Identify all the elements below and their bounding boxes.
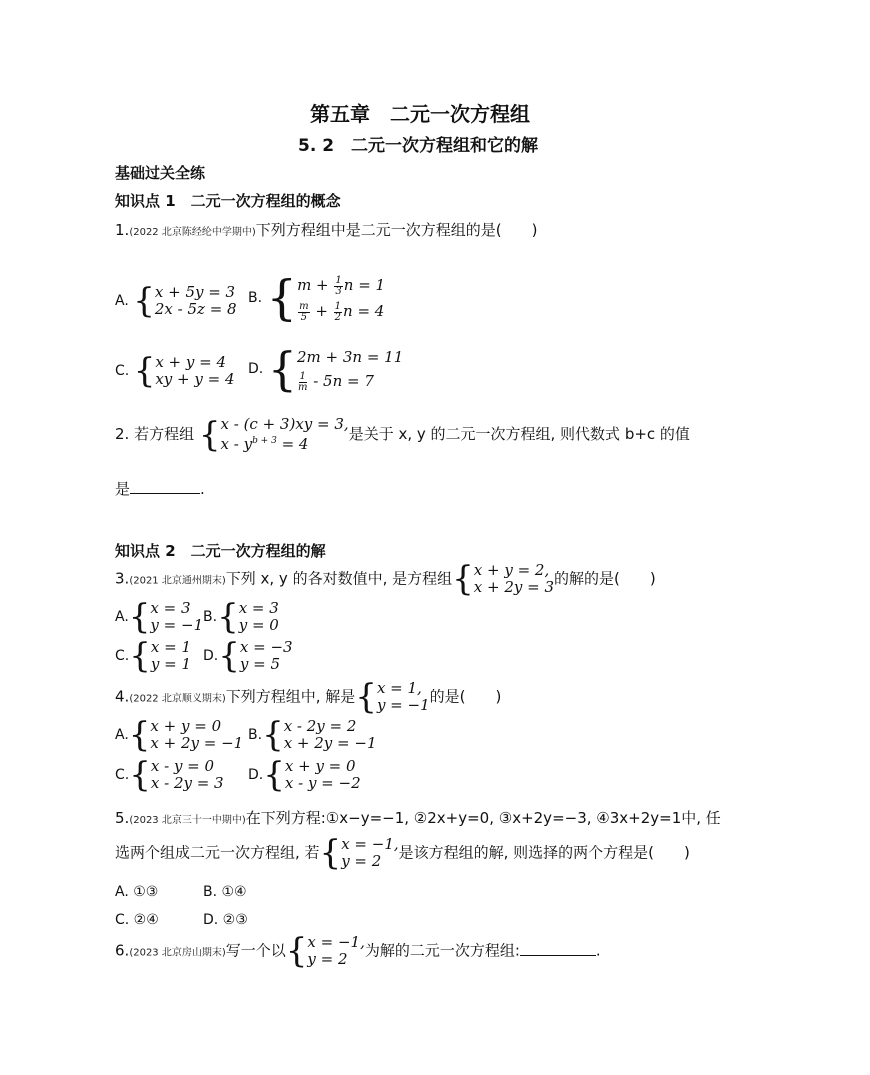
equation-row: x = 1, [376,679,422,697]
question-stem-continued: 的解的是( [554,569,620,588]
brace-icon: { [452,559,474,599]
equation-row: y = 2 [341,852,382,870]
brace-icon: { [128,597,151,637]
equation-row: x + 2y = 3 [473,578,554,596]
question-source: (2022 北京陈经纶中学期中) [129,227,256,238]
option-label: C. [115,363,130,379]
question-stem: 写一个以 [225,941,286,960]
q1-option-a[interactable] [115,281,237,321]
option-label: C. [115,648,130,664]
q3-option-c[interactable] [115,636,191,676]
equation-row: x + 2y = −1 [283,734,377,752]
q3-option-a[interactable] [115,597,204,637]
part-heading: 基础过关全练 [115,164,206,182]
equation-system [133,281,237,321]
equation-row: y = −1 [376,696,430,714]
question-stem-continued: 是关于 x, y 的二元一次方程组, 则代数式 b+c 的值 [348,425,690,443]
fraction: $\frac{1}{m}$ [297,370,308,393]
chapter-title: 第五章 二元一次方程组 [310,102,530,126]
equation-system [267,272,386,324]
option-label: C. [115,767,130,783]
equation-row: x = 3 [150,599,191,617]
q3-option-b[interactable] [203,597,279,637]
equation-system [129,636,191,676]
equation-row: $\frac{1}{m}$ - 5n = 7 [297,370,374,393]
brace-icon: { [133,281,155,321]
equation-system [262,715,377,755]
equation-row: x - y = 0 [150,757,215,775]
question-number: 4. [115,687,130,706]
brace-icon: { [129,755,151,795]
q4-option-b[interactable] [248,715,377,755]
question-stem: 在下列方程:①x−y=−1, ②2x+y=0, ③x+2y=−3, ④3x+2y=1中, 任 [245,809,721,827]
question-3 [115,559,656,599]
brace-icon: { [266,270,298,326]
equation-row: x = −1, [341,835,399,853]
question-number: 3. [115,569,130,588]
question-stem-continued: 为解的二元一次方程组: [364,941,520,960]
equation-row: y = 5 [239,655,280,673]
question-stem: 下列 x, y 的各对数值中, 是方程组 [225,569,453,588]
brace-icon: { [319,833,342,873]
q1-option-c[interactable] [115,351,235,391]
brace-icon: { [218,636,240,676]
q4-option-a[interactable] [115,715,244,755]
option-label: D. [248,361,264,377]
equation-row: $x - y^{b + 3} = 4$ [220,435,309,453]
q5-option-c[interactable]: C. ②④ [115,912,159,928]
question-text: 选两个组成二元一次方程组, 若 [115,843,320,862]
equation-row: 2m + 3n = 11 [296,348,404,366]
equation-row: xy + y = 4 [155,370,235,388]
brace-icon: { [267,342,297,396]
q1-option-d[interactable] [248,342,404,396]
equation-row: x + y = 4 [155,353,227,371]
close-paren: ) [531,221,538,239]
q1-option-b[interactable] [248,272,385,324]
equation-row: x + 5y = 3 [154,283,236,301]
knowledge-point-2-heading: 知识点 2 二元一次方程组的解 [115,542,326,560]
brace-icon: { [285,931,308,971]
equation-row: x + 2y = −1 [150,734,244,752]
equation-system [452,559,554,599]
question-source: (2023 北京房山期末) [129,947,226,959]
equation-system [199,416,349,453]
equation-system [285,931,365,971]
section-title: 5. 2 二元一次方程组和它的解 [298,136,539,156]
question-number: 1. [115,221,130,239]
knowledge-point-1-heading: 知识点 1 二元一次方程组的概念 [115,192,341,210]
question-1 [115,219,537,240]
q5-option-d[interactable]: D. ②③ [203,912,248,928]
equation-system [128,597,204,637]
option-label: D. [203,648,219,664]
equation-row: y = −1 [150,616,204,634]
equation-row: 2x - 5z = 8 [154,300,237,318]
equation-row: x + y = 2, [473,561,550,579]
question-source: (2023 北京三十一中期中) [129,815,246,826]
option-label: A. [115,727,129,743]
question-2-line-2 [115,478,205,499]
fraction: $\frac{1}{2}$ [334,300,342,323]
equation-row: $\frac{m}{5}$ + $\frac{1}{2}$ n = 4 [299,300,385,323]
equation-row: x - 2y = 2 [283,717,357,735]
brace-icon: { [128,715,151,755]
q5-option-b[interactable]: B. ①④ [203,884,247,900]
question-stem: 下列方程组中是二元一次方程组的是( [255,221,502,239]
answer-blank[interactable] [520,941,596,956]
equation-row: x + y = 0 [150,717,222,735]
fraction: $\frac{m}{5}$ [299,300,309,323]
fraction: $\frac{1}{3}$ [335,274,342,297]
equation-row: x - (c + 3)xy = 3, [220,415,349,433]
question-stem: 下列方程组中, 解是 [225,687,356,706]
option-label: A. [115,293,129,309]
q4-option-c[interactable] [115,755,224,795]
equation-system [217,597,279,637]
brace-icon: { [217,597,239,637]
question-4 [115,677,502,717]
question-text: 是 [115,480,131,498]
equation-system [319,833,399,873]
equation-system [133,351,235,391]
q5-option-a[interactable]: A. ①③ [115,884,159,900]
option-label: B. [248,290,263,306]
brace-icon: { [263,755,285,795]
equation-row: y = 2 [307,950,348,968]
equation-row: x - 2y = 3 [150,774,224,792]
option-label: D. [248,767,264,783]
period: . [200,480,205,498]
question-6 [115,931,601,971]
equation-system [129,755,224,795]
equation-row: x - y = −2 [284,774,361,792]
equation-system [355,677,430,717]
question-number: 6. [115,941,130,960]
brace-icon: { [262,715,284,755]
equation-system [218,636,293,676]
close-paren: ) [684,843,690,862]
question-stem: 2. 若方程组 [115,425,195,443]
answer-blank[interactable] [130,479,200,494]
equation-row: m + $\frac{1}{3}$ n = 1 [297,274,386,297]
equation-row: x = 1 [150,638,191,656]
equation-row: x = −3 [239,638,293,656]
question-stem-continued: 的是( [429,687,466,706]
period: . [595,941,601,960]
option-label: B. [248,727,263,743]
option-label: A. [115,609,129,625]
brace-icon: { [129,636,151,676]
question-source: (2022 北京顺义期末) [129,693,226,705]
equation-system [263,755,361,795]
equation-row: x = −1, [307,933,365,951]
equation-system [267,342,404,396]
q4-option-d[interactable] [248,755,361,795]
question-5 [115,807,721,828]
question-2 [115,416,690,453]
question-text-continued: 是该方程组的解, 则选择的两个方程是( [398,843,655,862]
brace-icon: { [198,414,221,455]
equation-system [128,715,244,755]
option-label: B. [203,609,218,625]
close-paren: ) [649,569,656,588]
equation-row: y = 1 [150,655,191,673]
brace-icon: { [133,351,156,391]
equation-row: y = 0 [238,616,279,634]
close-paren: ) [495,687,502,706]
q3-option-d[interactable] [203,636,293,676]
question-source: (2021 北京通州期末) [129,575,226,587]
question-number: 5. [115,809,130,827]
equation-row: x + y = 0 [284,757,356,775]
equation-row: x = 3 [238,599,279,617]
brace-icon: { [355,677,377,717]
question-5-line-2 [115,833,690,873]
